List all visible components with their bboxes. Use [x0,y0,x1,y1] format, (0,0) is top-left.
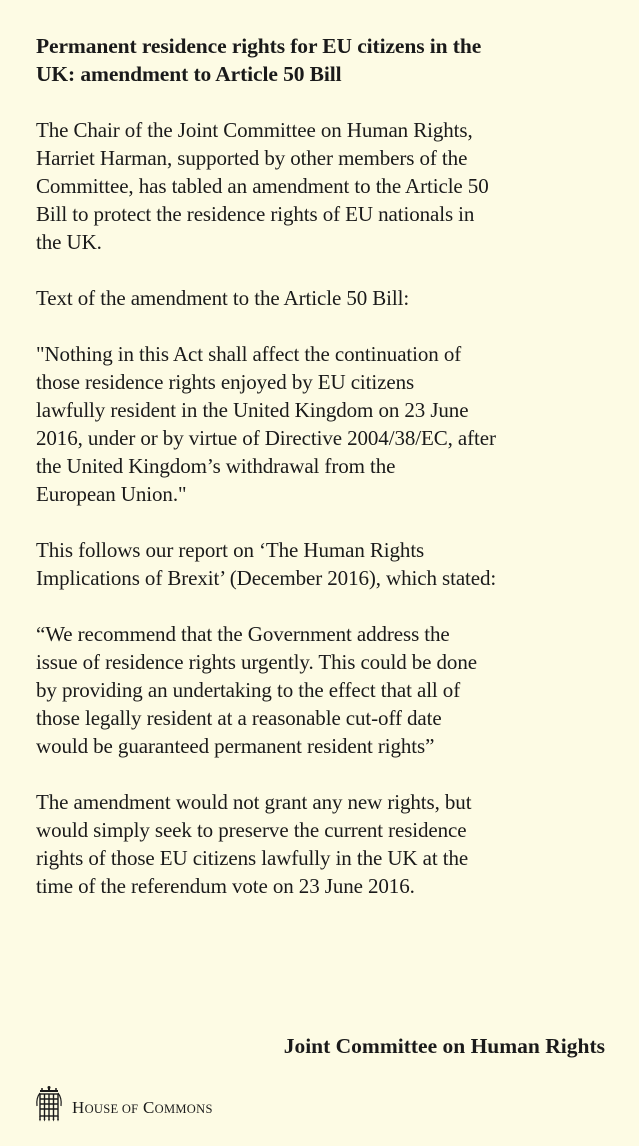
conclusion-paragraph: The amendment would not grant any new rights, but would simply seek to preserve the current residence rights of those EU citizens lawfully in the UK at the time of the referendum vote on 23 June 2016. [36,790,472,898]
report-quote: “We recommend that the Government address the issue of residence rights urgently. This could be done by providing an undertaking to the effect that all of those legally resident at a reasonable cut-off date would be guaranteed permanent resident rights” [36,622,477,758]
house-of-commons-label: HOUSE OF COMMONS [72,1098,213,1117]
amendment-text: "Nothing in this Act shall affect the continuation of those residence rights enjoyed by EU citizens lawfully resident in the United Kingdom on 23 June 2016, under or by virtue of Directive 2004/38/EC, after the United Kingdom’s withdrawal from the European Union." [36,342,496,506]
intro-paragraph: The Chair of the Joint Committee on Human Rights, Harriet Harman, supported by other members of the Committee, has tabled an amendment to the Article 50 Bill to protect the residence rights of EU nationals in the UK. [36,118,489,254]
committee-signature: Joint Committee on Human Rights [283,1034,605,1058]
amendment-heading: Text of the amendment to the Article 50 Bill: [36,286,410,310]
portcullis-icon [34,1086,64,1122]
house-of-commons-footer [34,1086,213,1122]
document-title: Permanent residence rights for EU citizens in the UK: amendment to Article 50 Bill [36,34,482,86]
report-reference: This follows our report on ‘The Human Rights Implications of Brexit’ (December 2016), which stated: [36,538,497,590]
